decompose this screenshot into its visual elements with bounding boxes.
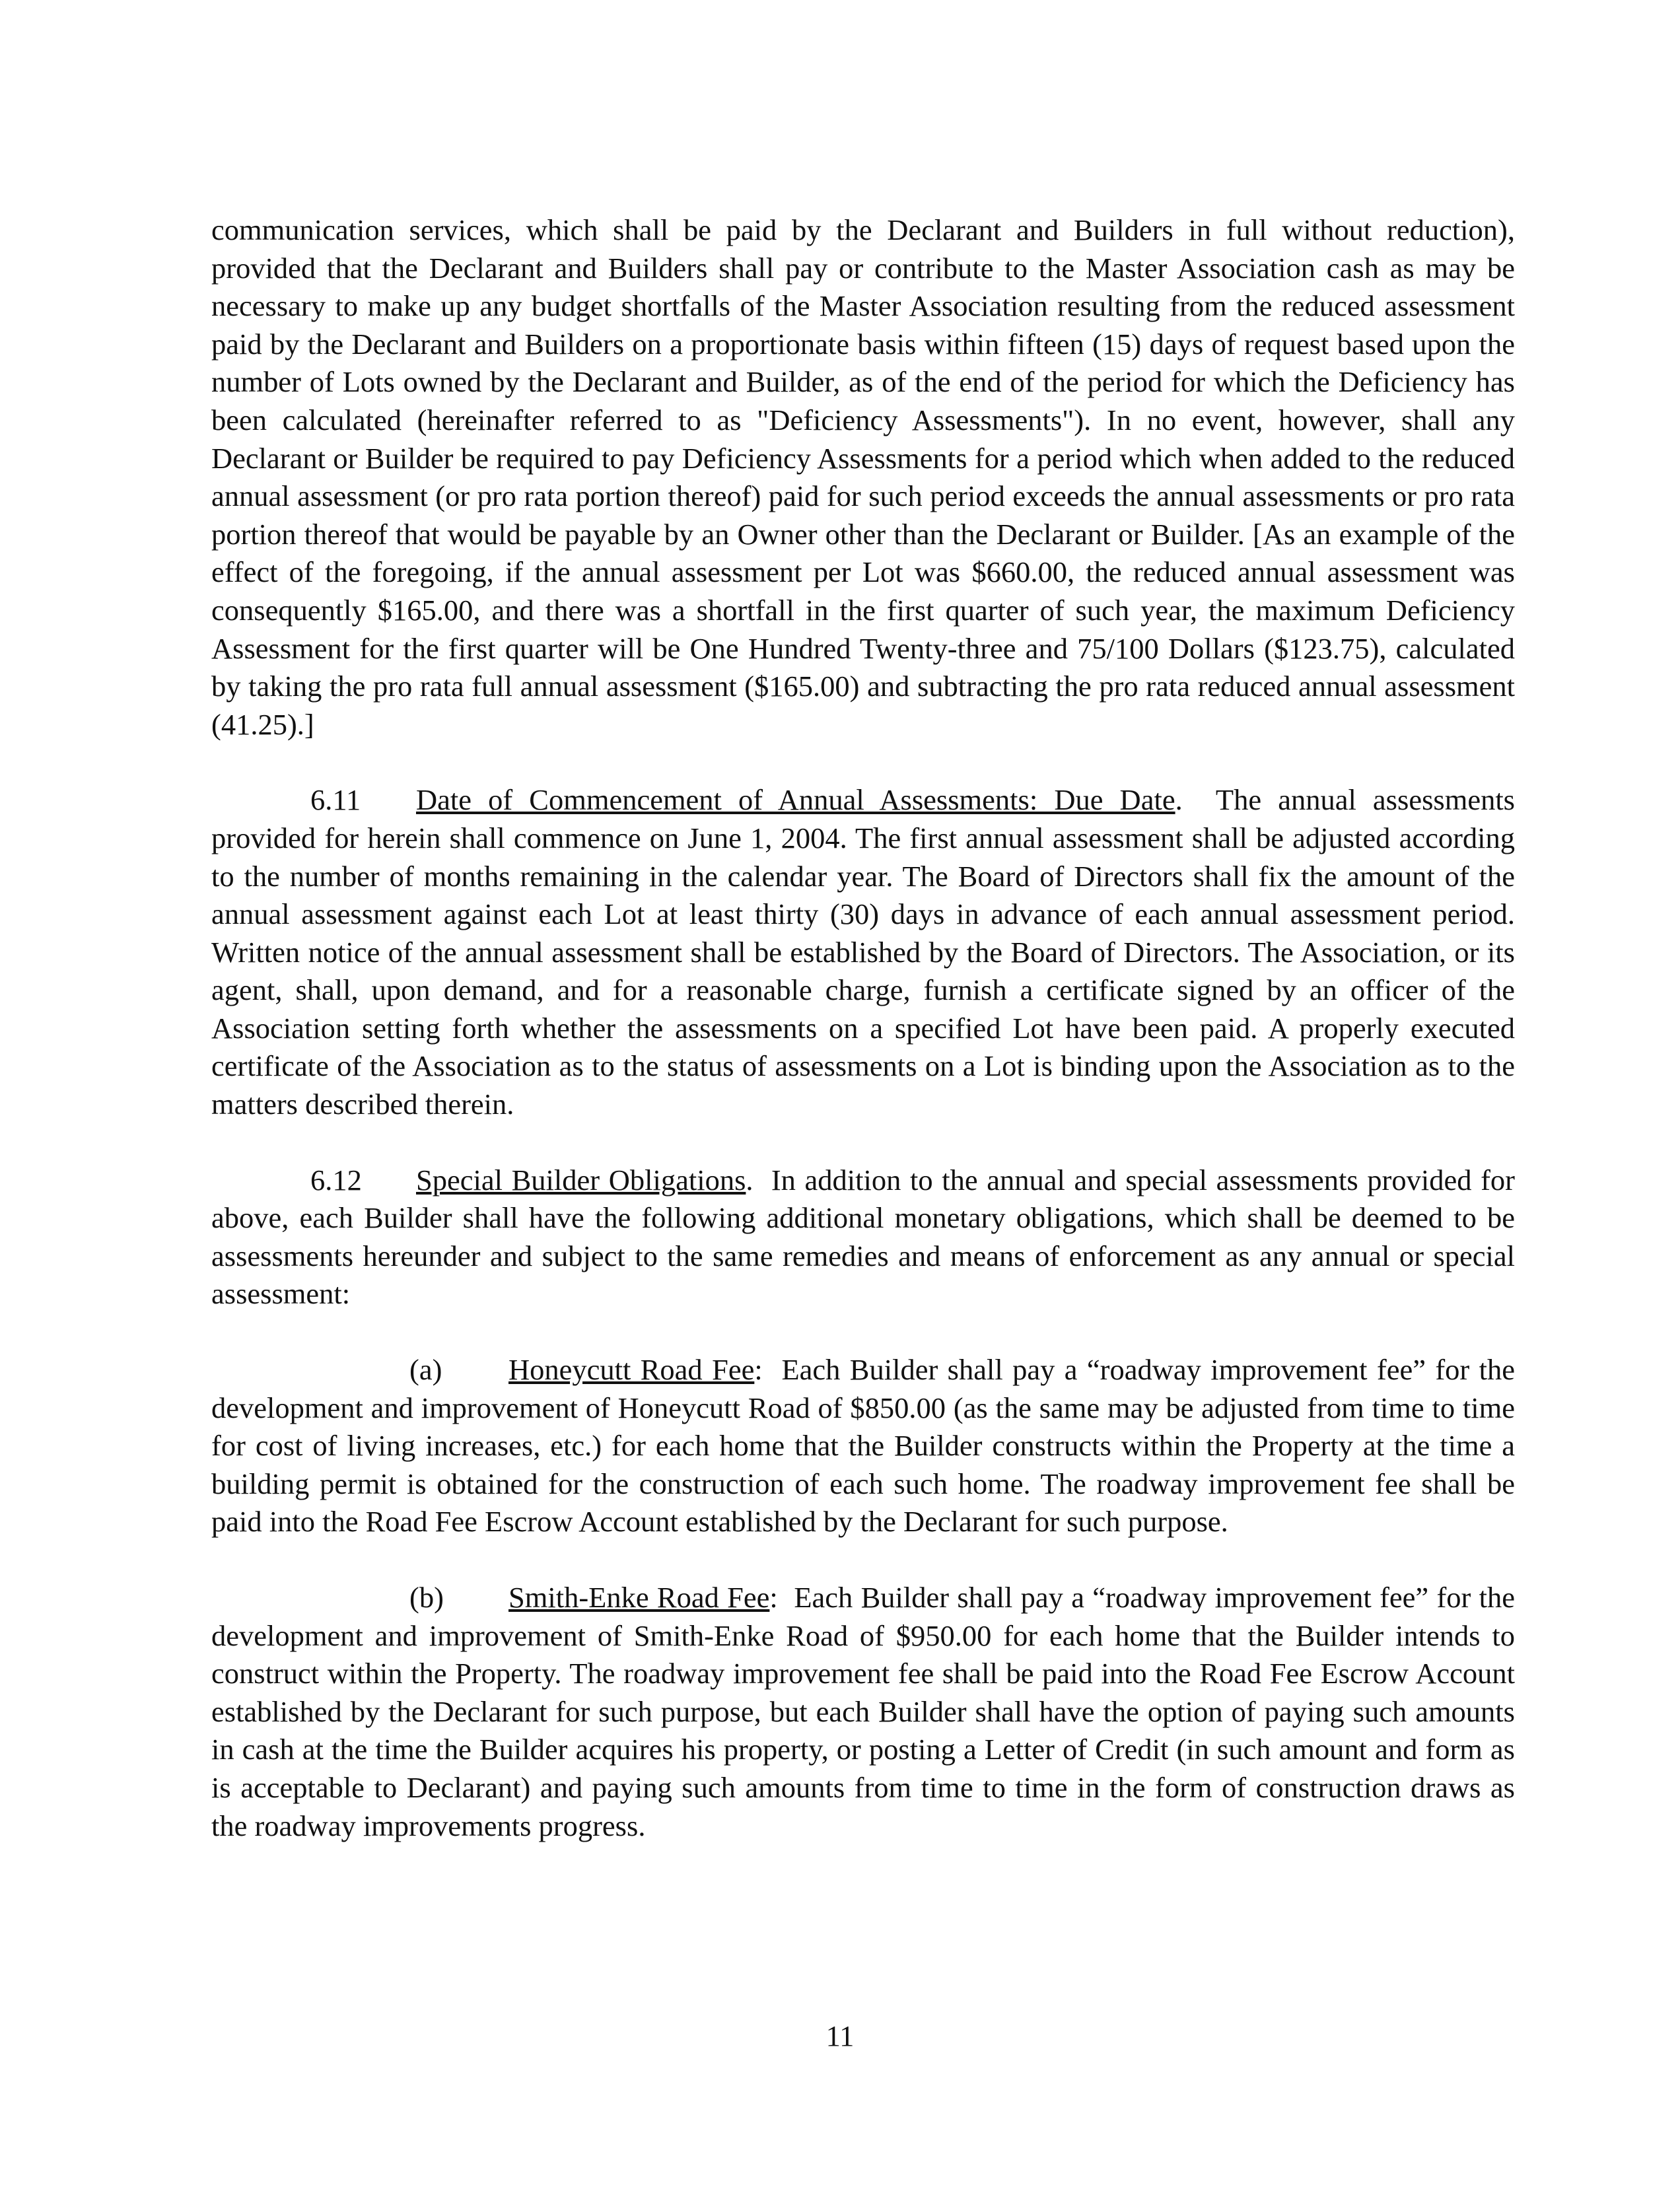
document-page	[211, 211, 1515, 1845]
heading-punctuation: :	[769, 1581, 778, 1614]
subsection-body: Each Builder shall pay a “roadway improvement fee” for the development and improvement of Smith-Enke Road of $950.00 for each home that the Builder intends to construct within the Property. The roadway improvement fee shall be paid into the Road Fee Escrow Account established by the Declarant for such purpose, but each Builder shall have the option of paying such amounts in cash at the time the Builder acquires his property, or posting a Letter of Credit (in such amount and form as is acceptable to Declarant) and paying such amounts from time to time in the form of construction draws as the roadway improvements progress.	[211, 1581, 1516, 1842]
page-number: 11	[825, 2019, 855, 2052]
section-body: In addition to the annual and special assessments provided for above, each Builder shall have the following additional monetary obligations, which shall be deemed to be assessments hereunder and subject to the same remedies and means of enforcement as any annual or special assessment:	[211, 1163, 1516, 1311]
subsection-label: (b)	[409, 1581, 444, 1614]
subsection-heading: Honeycutt Road Fee	[508, 1353, 755, 1387]
subsection-heading: Smith-Enke Road Fee	[508, 1581, 770, 1614]
section-6-12	[211, 1162, 1515, 1313]
heading-punctuation: :	[754, 1353, 763, 1387]
subsection-a	[211, 1351, 1515, 1541]
heading-punctuation: .	[1175, 783, 1183, 817]
section-heading: Date of Commencement of Annual Assessments: Due Date	[416, 783, 1175, 817]
subsection-label: (a)	[409, 1353, 442, 1387]
subsection-b	[211, 1579, 1515, 1845]
section-6-11	[211, 781, 1515, 1123]
heading-punctuation: .	[746, 1163, 753, 1197]
continuation-paragraph: communication services, which shall be paid by the Declarant and Builders in full without reduction), provided that the Declarant and Builders shall pay or contribute to the Master Association cash as may be necessary to make up any budget shortfalls of the Master Association resulting from the reduced assessment paid by the Declarant and Builders on a proportionate basis within fifteen (15) days of request based upon the number of Lots owned by the Declarant and Builder, as of the end of the period for which the Deficiency has been calculated (hereinafter referred to as "Deficiency Assessments"). In no event, however, shall any Declarant or Builder be required to pay Deficiency Assessments for a period which when added to the reduced annual assessment (or pro rata portion thereof) paid for such period exceeds the annual assessments or pro rata portion thereof that would be payable by an Owner other than the Declarant or Builder. [As an example of the effect of the foregoing, if the annual assessment per Lot was $660.00, the reduced annual assessment was consequently $165.00, and there was a shortfall in the first quarter of such year, the maximum Deficiency Assessment for the first quarter will be One Hundred Twenty-three and 75/100 Dollars ($123.75), calculated by taking the pro rata full annual assessment ($165.00) and subtracting the pro rata reduced annual assessment (41.25).]	[211, 213, 1515, 741]
section-body: The annual assessments provided for herein shall commence on June 1, 2004. The first annual assessment shall be adjusted according to the number of months remaining in the calendar year. The Board of Directors shall fix the amount of the annual assessment against each Lot at least thirty (30) days in advance of each annual assessment period. Written notice of the annual assessment shall be established by the Board of Directors. The Association, or its agent, shall, upon demand, and for a reasonable charge, furnish a certificate signed by an officer of the Association setting forth whether the assessments on a specified Lot have been paid. A properly executed certificate of the Association as to the status of assessments on a Lot is binding upon the Association as to the matters described therein.	[211, 783, 1516, 1121]
section-number: 6.11	[310, 783, 361, 817]
section-number: 6.12	[310, 1163, 362, 1197]
section-heading: Special Builder Obligations	[416, 1163, 746, 1197]
subsection-body: Each Builder shall pay a “roadway improvement fee” for the development and improvement of Honeycutt Road of $850.00 (as the same may be adjusted from time to time for cost of living increases, etc.) for each home that the Builder constructs within the Property at the time a building permit is obtained for the construction of each such home. The roadway improvement fee shall be paid into the Road Fee Escrow Account established by the Declarant for such purpose.	[211, 1353, 1515, 1539]
